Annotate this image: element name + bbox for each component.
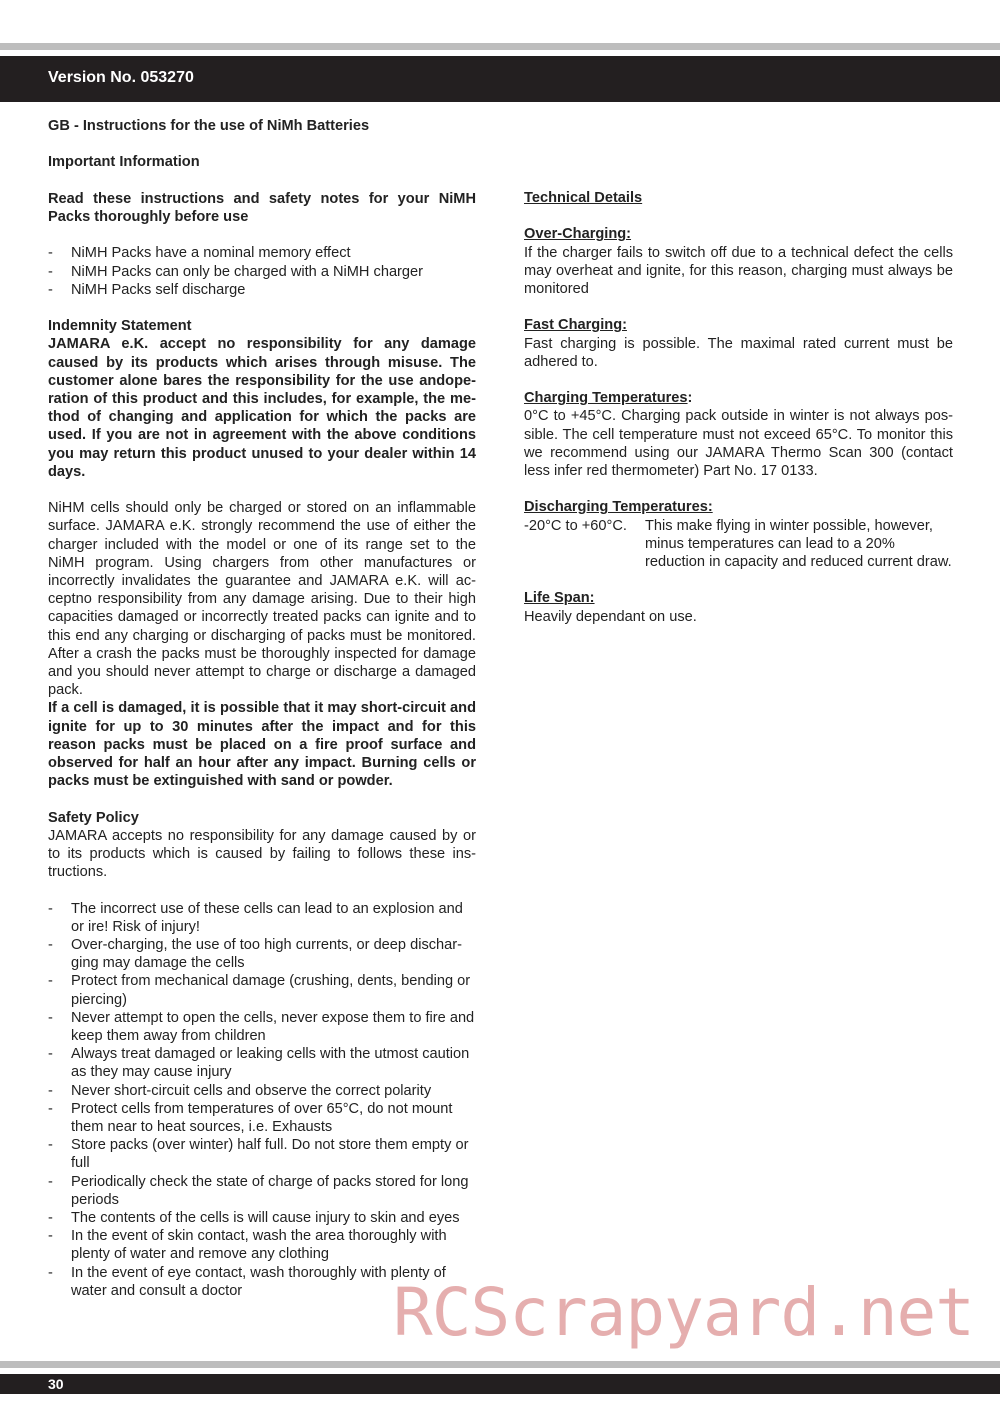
safety-text: JAMARA accepts no responsibility for any damage caused by or to its products which is caused by failing to follows these instructions. bbox=[48, 827, 476, 881]
right-column bbox=[524, 189, 953, 626]
read-instructions: Read these instructions and safety notes for your NiMH Packs thoroughly before use bbox=[48, 190, 476, 225]
life-span-text: Heavily dependant on use. bbox=[524, 608, 697, 625]
list-item: - Protect from mechanical damage (crushing, dents, bending or piercing) bbox=[48, 972, 476, 1008]
list-item: - Store packs (over winter) half full. Do not store them empty or full bbox=[48, 1136, 476, 1172]
safety-heading: Safety Policy bbox=[48, 809, 139, 826]
nihm-text: NiHM cells should only be charged or stored on an inflammable surface. JAMARA e.K. strongly recommend the use of either the charger included with the model or one of its range set to the NiMH program. Using chargers from other manufactures or incorrectly invalidates the guarantee and JAMARA e.K. will acceptno responsibility from any damage arising. Due to their high capacities damaged or incorrectly treated packs can ignite and to this end any charging or discharging of packs must be monitored. After a crash the packs must be thoroughly inspected for damage and you should never attempt to charge or discharge a damaged pack. bbox=[48, 500, 476, 699]
bottom-gray-rule bbox=[0, 1361, 1000, 1368]
important-heading: Important Information bbox=[48, 154, 200, 171]
fast-charging-heading: Fast Charging: bbox=[524, 317, 627, 334]
charging-temperatures-label: Charging Temperatures bbox=[524, 390, 688, 407]
footer-bar bbox=[0, 1374, 1000, 1394]
indemnity-heading: Indemnity Statement bbox=[48, 318, 192, 335]
list-item: - Periodically check the state of charge of packs stored for long periods bbox=[48, 1173, 476, 1209]
list-item: - NiMH Packs self discharge bbox=[48, 281, 476, 299]
list-item: - Over-charging, the use of too high currents, or deep discharging may damage the cells bbox=[48, 936, 476, 972]
charging-temperatures-colon: : bbox=[687, 390, 693, 407]
list-item: - NiMH Packs can only be charged with a NiMH charger bbox=[48, 263, 476, 281]
fast-charging-text: Fast charging is possible. The maximal rated current must be adhered to. bbox=[524, 335, 953, 370]
charging-temperatures-text: 0°C to +45°C. Charging pack outside in winter is not always possible. The cell temperature must not exceed 65°C. To monitor this we recommend using our JAMARA Thermo Scan 300 (contact less infer red thermometer) Part No. 17 0133. bbox=[524, 408, 953, 479]
version-number: Version No. 053270 bbox=[48, 69, 194, 86]
list-item: - Protect cells from temperatures of over 65°C, do not mount them near to heat sources, i.e. Exhausts bbox=[48, 1100, 476, 1136]
list-item: - Always treat damaged or leaking cells with the utmost caution as they may cause injury bbox=[48, 1045, 476, 1081]
discharging-temperatures-heading: Discharging Temperatures: bbox=[524, 499, 713, 516]
discharging-text: This make flying in winter possible, however, minus temperatures can lead to a 20% reduction in capacity and reduced current draw. bbox=[645, 517, 952, 570]
technical-details-heading: Technical Details bbox=[524, 190, 643, 206]
list-item: - The incorrect use of these cells can lead to an explosion and or ire! Risk of injury! bbox=[48, 900, 476, 936]
list-item: - In the event of eye contact, wash thoroughly with plenty of water and consult a doctor bbox=[48, 1264, 476, 1300]
list-item: - Never attempt to open the cells, never expose them to fire and keep them away from children bbox=[48, 1009, 476, 1045]
intro-list bbox=[48, 244, 476, 299]
safety-list bbox=[48, 900, 476, 1300]
indemnity-text: JAMARA e.K. accept no responsibility for any damage caused by its products which arises through misuse. The customer alone bares the responsibility for the use andoperation of this product and this includes, for example, the method of changing and application for which the packs are used. If you are not in agreement with the above conditions you may return this product unused to your dealer within 14 days. bbox=[48, 336, 476, 480]
document-title: GB - Instructions for the use of NiMh Batteries bbox=[48, 118, 370, 134]
watermark-text: RCScrapyard.net bbox=[393, 1274, 975, 1351]
damaged-cell-warning: If a cell is damaged, it is possible that it may short-circuit and ignite for up to 30 minutes after the impact and for this reason packs must be placed on a fire proof surface and observed for half an hour after any impact. Burning cells or packs must be extinguished with sand or powder. bbox=[48, 700, 476, 790]
list-item: - The contents of the cells is will cause injury to skin and eyes bbox=[48, 1209, 476, 1227]
list-item: - NiMH Packs have a nominal memory effect bbox=[48, 244, 476, 262]
discharging-temperatures-row bbox=[524, 517, 953, 572]
top-gray-rule bbox=[0, 43, 1000, 50]
overcharging-heading: Over-Charging: bbox=[524, 226, 632, 243]
discharging-range: -20°C to +60°C. bbox=[524, 517, 627, 534]
page-number: 30 bbox=[48, 1376, 64, 1392]
overcharging-text: If the charger fails to switch off due to a technical defect the cells may overheat and ignite, for this reason, charging must always be monitored bbox=[524, 244, 953, 297]
list-item: - Never short-circuit cells and observe the correct polarity bbox=[48, 1082, 476, 1100]
left-column bbox=[48, 117, 476, 1300]
list-item: - In the event of skin contact, wash the area thoroughly with plenty of water and remove any clothing bbox=[48, 1227, 476, 1263]
charging-temperatures-heading bbox=[524, 389, 953, 407]
life-span-heading: Life Span: bbox=[524, 590, 595, 607]
